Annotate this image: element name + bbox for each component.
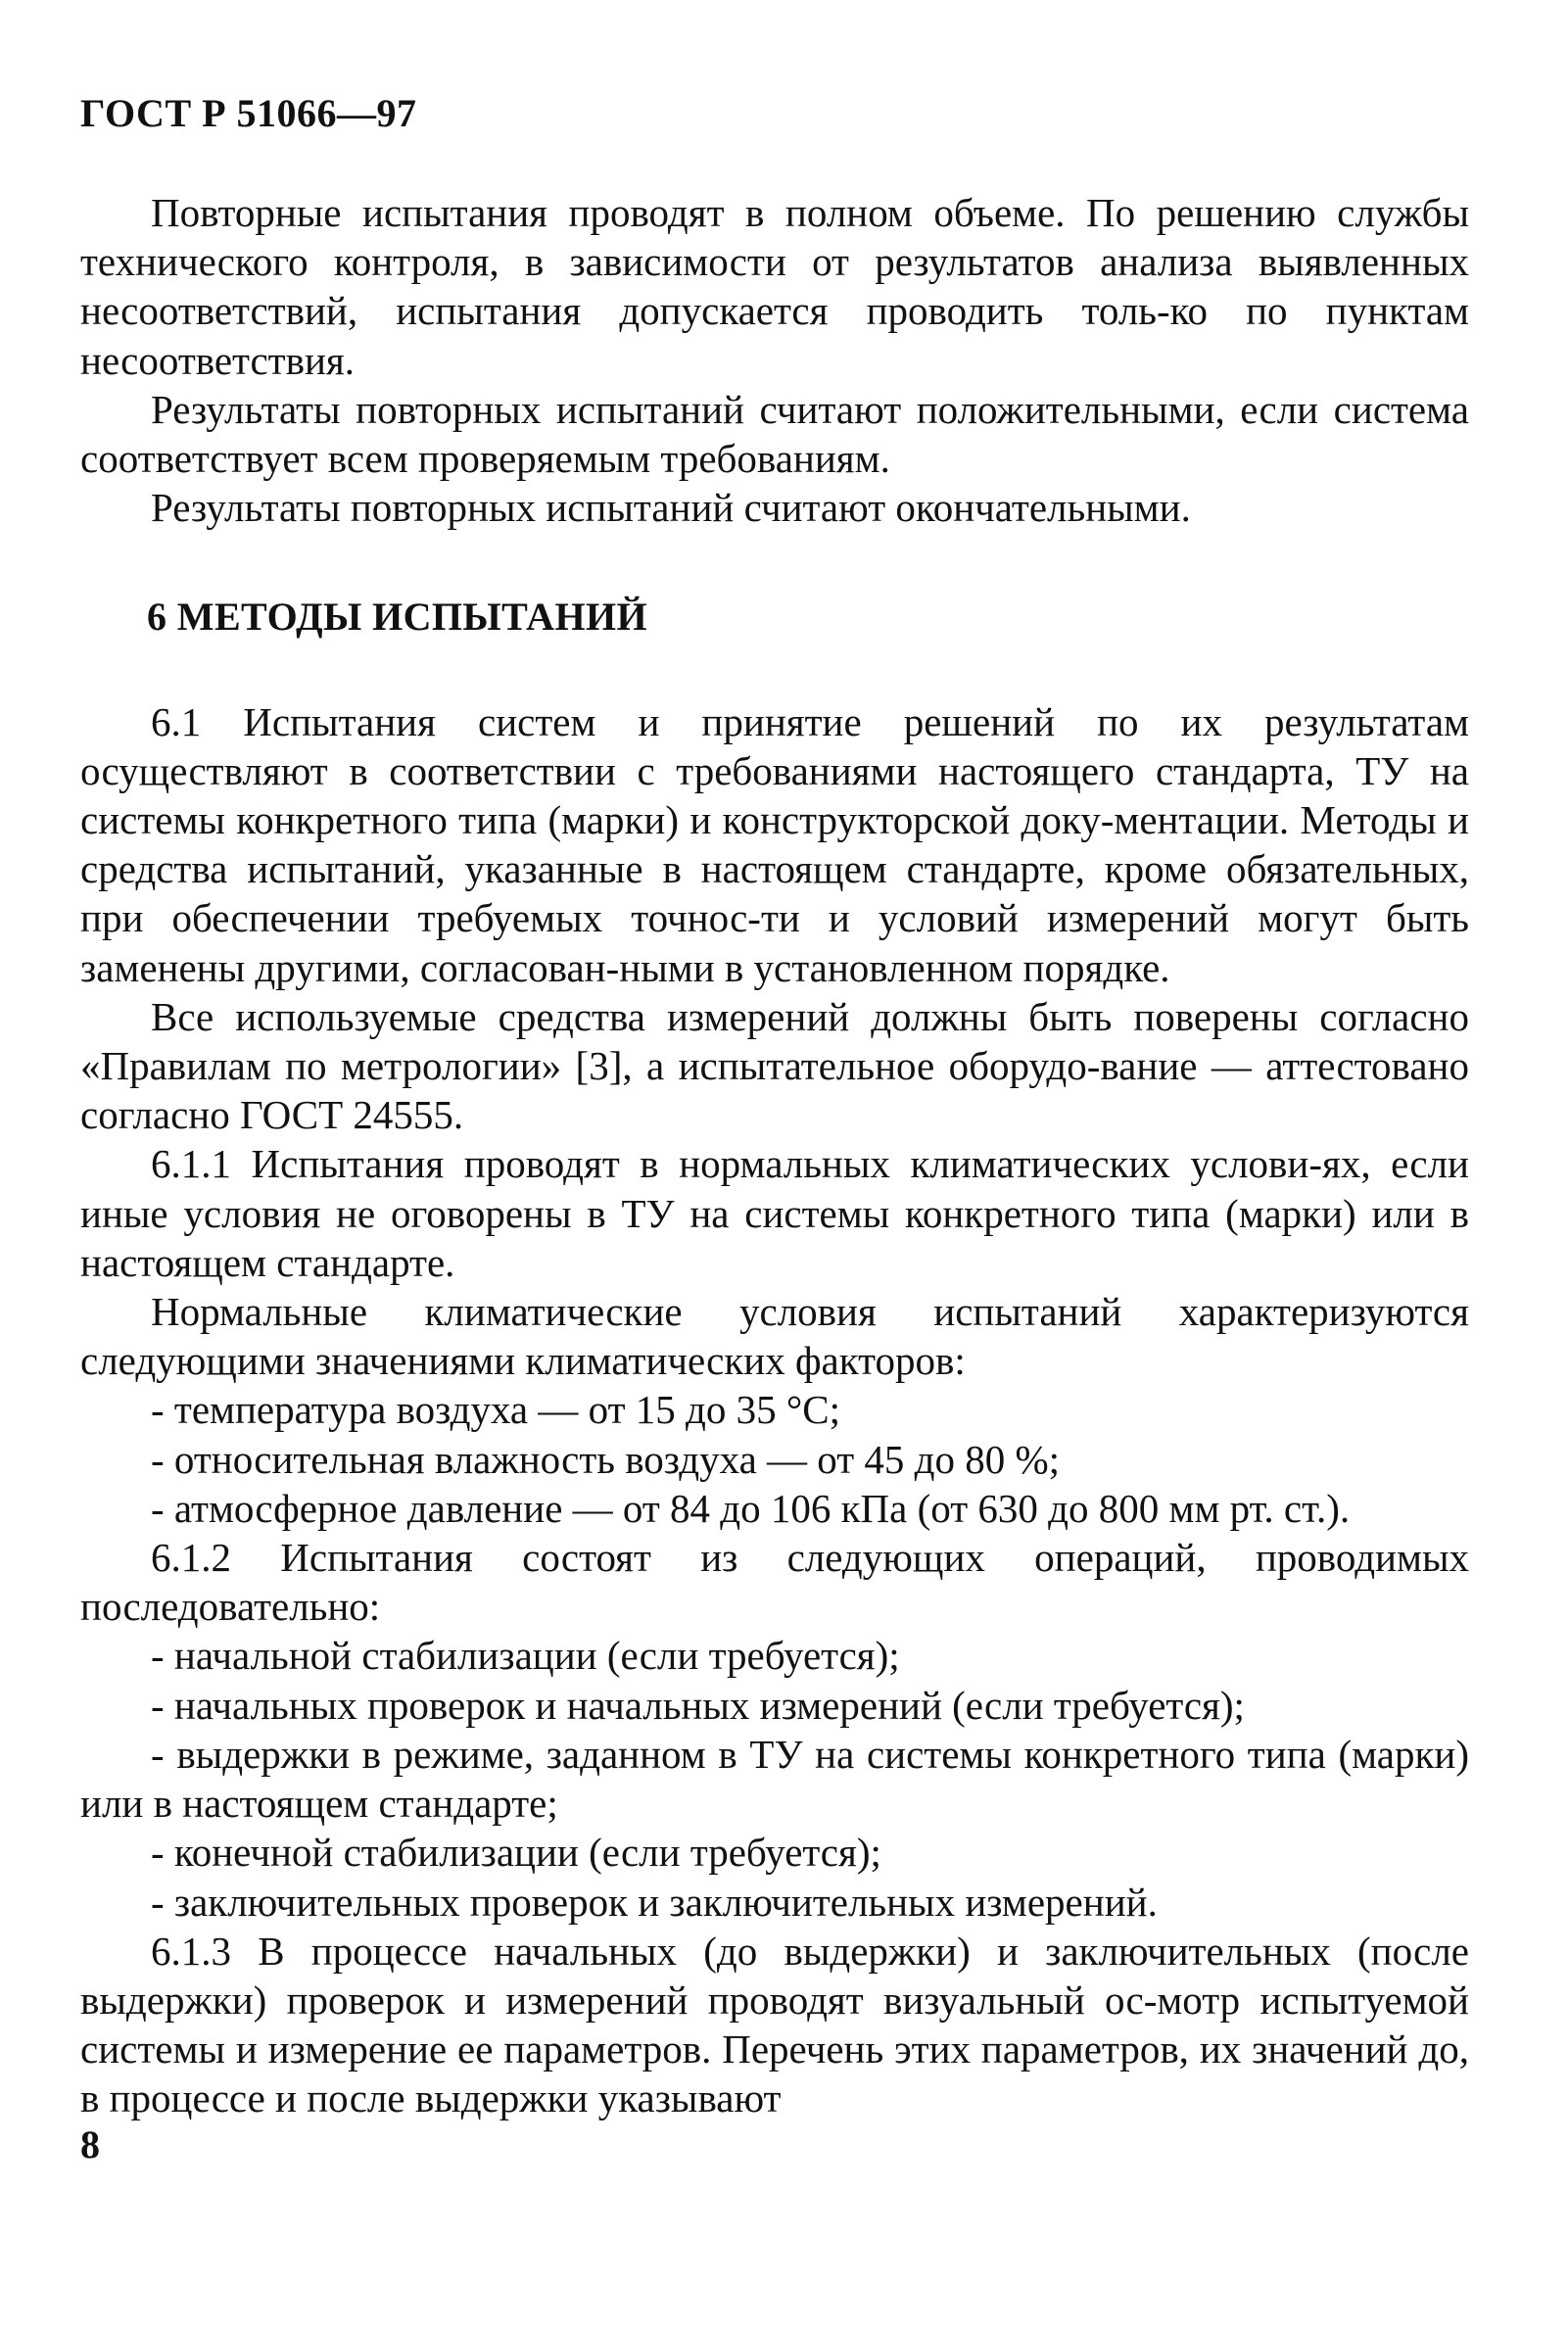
paragraph-final-results: Результаты повторных испытаний считают окончательными. [151, 485, 1191, 531]
document-body [80, 188, 1469, 2123]
list-item-final-stabilization: - конечной стабилизации (если требуется); [151, 1830, 881, 1876]
paragraph-repeat-tests: Повторные испытания проводят в полном объеме. По решению службы технического контроля, в зависимости от результатов анализа выявленных несоответствий, испытания допускается проводить толь-ко по пунктам несоответствия. [80, 190, 1469, 383]
list-item-temperature: - температура воздуха — от 15 до 35 °С; [151, 1387, 840, 1433]
paragraph-6-1-1: 6.1.1 Испытания проводят в нормальных климатических услови-ях, если иные условия не оговорены в ТУ на системы конкретного типа (марки) или в настоящем стандарте. [80, 1141, 1469, 1285]
list-item-pressure: - атмосферное давление — от 84 до 106 кПа (от 630 до 800 мм рт. ст.). [151, 1485, 1351, 1531]
page-number: 8 [80, 2122, 100, 2167]
list-item-exposure: - выдержки в режиме, заданном в ТУ на системы конкретного типа (марки) или в настоящем стандарте; [80, 1731, 1469, 1827]
paragraph-6-1: 6.1 Испытания систем и принятие решений по их результатам осуществляют в соответствии с требованиями настоящего стандарта, ТУ на системы конкретного типа (марки) и конструкторской доку-ментации. Методы и средства испытаний, указанные в настоящем стандарте, кроме обязательных, при обеспечении требуемых точнос-ти и условий измерений могут быть заменены другими, согласован-ными в установленном порядке. [80, 698, 1469, 990]
document-header: ГОСТ Р 51066—97 [80, 91, 417, 135]
section-title: 6 МЕТОДЫ ИСПЫТАНИЙ [147, 595, 648, 640]
list-item-final-checks: - заключительных проверок и заключительных измерений. [151, 1879, 1158, 1925]
list-item-humidity: - относительная влажность воздуха — от 45 до 80 %; [151, 1436, 1061, 1482]
list-item-initial-checks: - начальных проверок и начальных измерений (если требуется); [151, 1682, 1245, 1728]
paragraph-positive-results: Результаты повторных испытаний считают положительными, если система соответствует всем проверяемым требованиям. [80, 386, 1469, 482]
paragraph-normal-conditions: Нормальные климатические условия испытаний характеризуются следующими значениями климатических факторов: [80, 1289, 1469, 1384]
list-item-initial-stabilization: - начальной стабилизации (если требуется); [151, 1633, 900, 1679]
paragraph-verification: Все используемые средства измерений должны быть поверены согласно «Правилам по метрологии» [3], а испытательное оборудо-вание — аттестовано согласно ГОСТ 24555. [80, 993, 1469, 1138]
paragraph-6-1-3: 6.1.3 В процессе начальных (до выдержки) и заключительных (после выдержки) проверок и измерений проводят визуальный ос-мотр испытуемой системы и измерение ее параметров. Перечень этих параметров, их значений до, в процессе и после выдержки указывают [80, 1928, 1469, 2121]
paragraph-6-1-2: 6.1.2 Испытания состоят из следующих операций, проводимых последовательно: [80, 1535, 1469, 1630]
